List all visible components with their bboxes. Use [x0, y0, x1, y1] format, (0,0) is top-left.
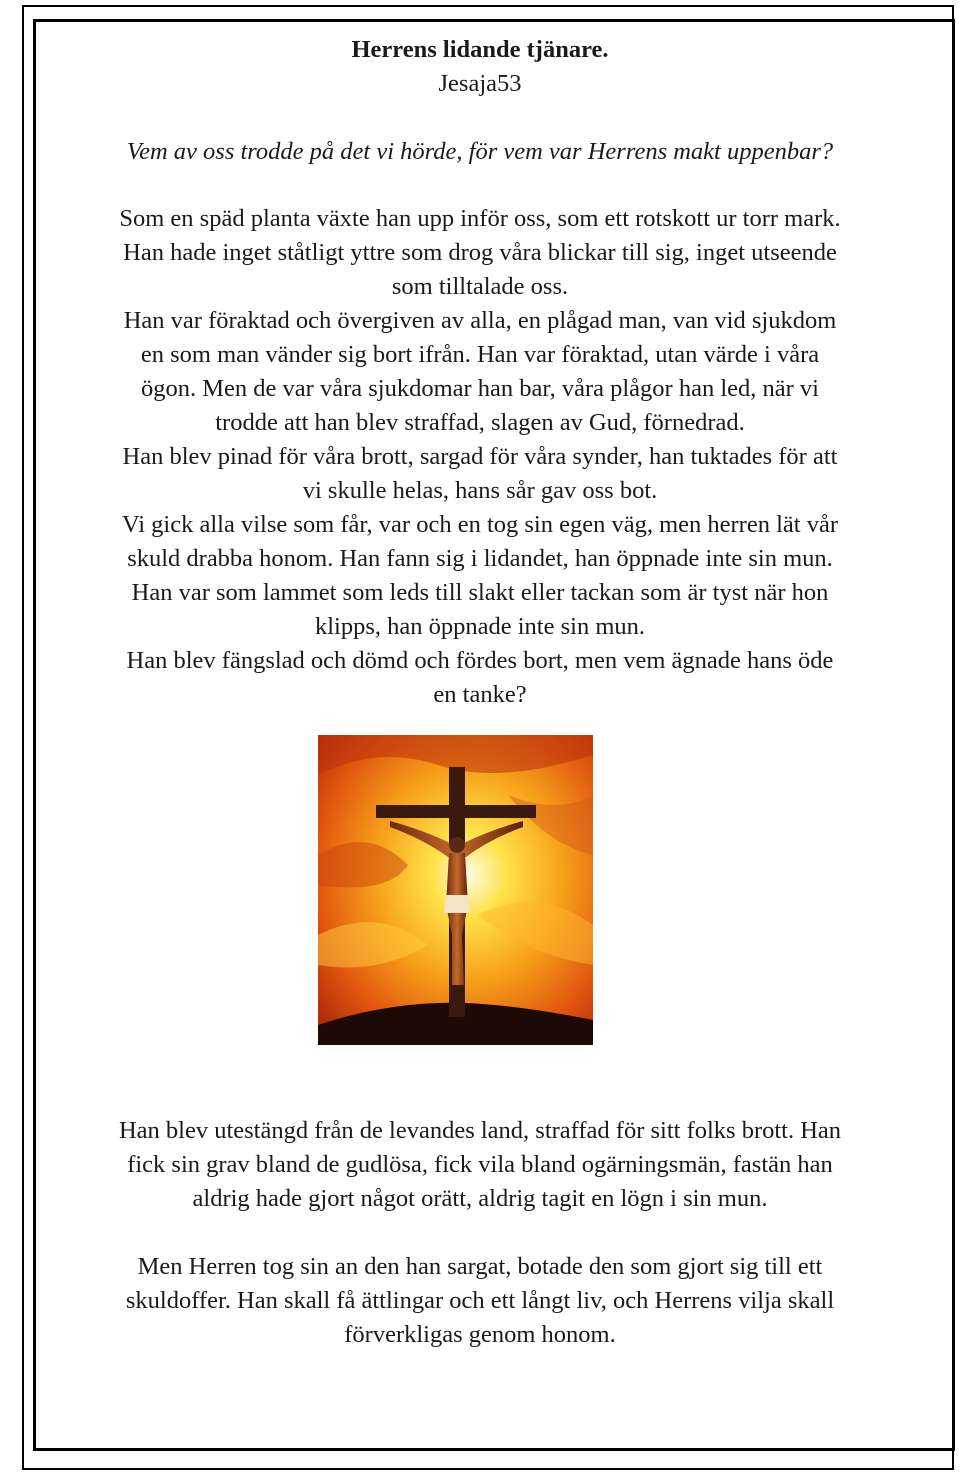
- text-line: Han blev fängslad och dömd och fördes bort, men vem ägnade hans öde: [126, 647, 834, 674]
- text-line: skuld drabba honom. Han fann sig i lidandet, han öppnade inte sin mun.: [127, 545, 833, 572]
- text-line: som tilltalade oss.: [391, 273, 569, 300]
- text-line: klipps, han öppnade inte sin mun.: [314, 613, 646, 640]
- text-line: en tanke?: [433, 681, 527, 708]
- text-line: förverkligas genom honom.: [344, 1321, 616, 1348]
- opening-question: Vem av oss trodde på det vi hörde, för vem var Herrens makt uppenbar?: [126, 138, 834, 165]
- page-title: Herrens lidande tjänare.: [351, 36, 609, 63]
- text-line: vi skulle helas, hans sår gav oss bot.: [302, 477, 658, 504]
- crucifix-image: [318, 735, 593, 1045]
- text-line: skuldoffer. Han skall få ättlingar och ett långt liv, och Herrens vilja skall: [125, 1287, 835, 1314]
- text-line: Han blev utestängd från de levandes land, straffad för sitt folks brott. Han: [118, 1117, 842, 1144]
- scripture-reference: Jesaja53: [438, 70, 522, 97]
- text-line: Men Herren tog sin an den han sargat, botade den som gjort sig till ett: [137, 1253, 823, 1280]
- text-line: fick sin grav bland de gudlösa, fick vila bland ogärningsmän, fastän han: [127, 1151, 833, 1178]
- text-line: ögon. Men de var våra sjukdomar han bar, våra plågor han led, när vi: [141, 375, 819, 402]
- text-line: Han var föraktad och övergiven av alla, en plågad man, van vid sjukdom: [123, 307, 837, 334]
- text-line: Han hade inget ståtligt yttre som drog våra blickar till sig, inget utseende: [123, 239, 837, 266]
- text-line: Han blev pinad för våra brott, sargad för våra synder, han tuktades för att: [122, 443, 838, 470]
- text-line: Som en späd planta växte han upp inför oss, som ett rotskott ur torr mark.: [119, 205, 841, 232]
- text-line: aldrig hade gjort något orätt, aldrig tagit en lögn i sin mun.: [192, 1185, 768, 1212]
- text-line: Han var som lammet som leds till slakt eller tackan som är tyst när hon: [131, 579, 829, 606]
- text-line: trodde att han blev straffad, slagen av Gud, förnedrad.: [215, 409, 745, 436]
- text-line: Vi gick alla vilse som får, var och en tog sin egen väg, men herren lät vår: [122, 511, 838, 538]
- text-line: en som man vänder sig bort ifrån. Han var föraktad, utan värde i våra: [140, 341, 820, 368]
